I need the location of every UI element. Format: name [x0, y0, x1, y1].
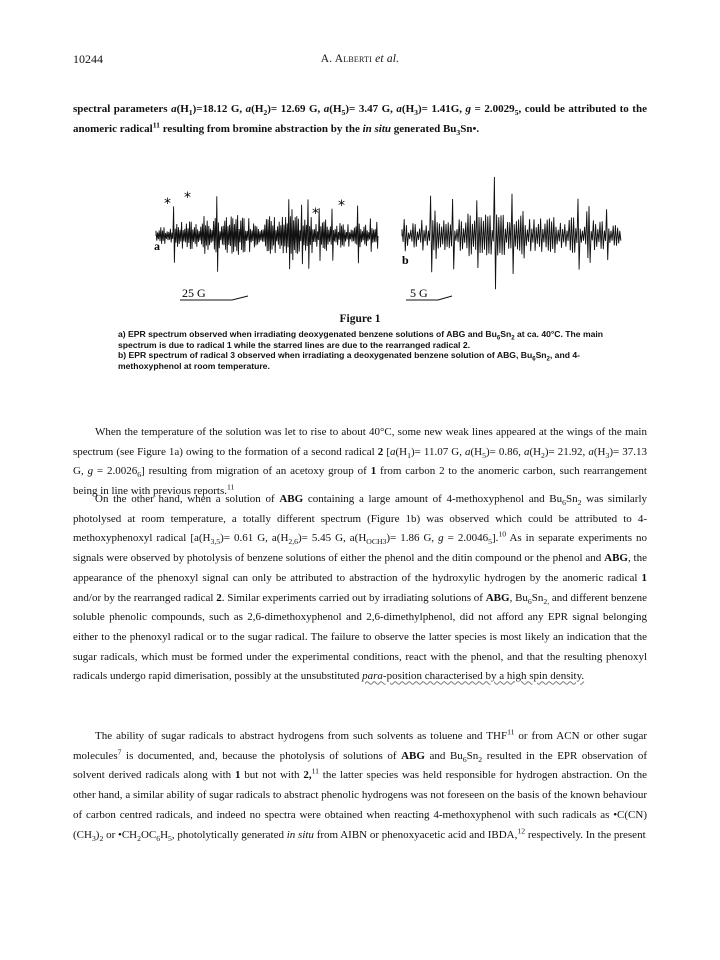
scale-bar-a-arrow	[232, 296, 248, 300]
scale-bar-b-label: 5 G	[410, 286, 428, 300]
page-number: 10244	[73, 52, 103, 66]
figure-caption	[118, 329, 610, 371]
scale-bar-a-label: 25 G	[182, 286, 206, 300]
caption-a: a) EPR spectrum observed when irradiating deoxygenated benzene solutions of ABG and $Bu_6Sn_2$ at ca. 40°C. The main spectrum is due to radical 1 while the starred lines are due to the rearranged radical 2.	[118, 329, 604, 350]
intro-paragraph: spectral parameters $a(H_1)=18.12$ G, $a(H_2)= 12.69$ G, $a(H_5)= 3.47$ G, $a(H_3)= 1.41G$, $g = 2.0029_5$, could be attributed to the anomeric radical$^{11}$ resulting from bromine abstraction by the in situ generated $Bu_3Sn•$.	[73, 103, 647, 137]
spectrum-b-trace	[402, 177, 621, 289]
spectrum-a-label: a	[154, 239, 160, 253]
body-paragraph-1: When the temperature of the solution was let to rise to about 40°C, some new weak lines appeared at the wings of the main spectrum (see Figure 1a) owing to the formation of a second radical 2 [$a(H_1)= 11.07$ G, $a(H_5)= 0.86$, $a(H_2)= 21.92$, $a(H_3)= 37.13$ G, $g = 2.0026_6$] resulting from migration of an acetoxy group of 1 from carbon 2 to the anomeric carbon, such rearrangement being in line with previous reports.$^{11}$	[73, 426, 647, 498]
star-marker: *	[164, 196, 171, 212]
figure-title: Figure 1	[339, 313, 381, 325]
body-paragraph-2: On the other hand, when a solution of ABG containing a large amount of 4-methoxyphenol and $Bu_6Sn_2$ was similarly photolysed at room temperature, a totally different spectrum (Figure 1b) was observed which could be attributed to 4-methoxyphenoxyl radical [$a(H_{3,5})= 0.61$ G, $a(H_{2,6})= 5.45$ G, $a(H_{OCH3})= 1.86$ G, $g = 2.0046_5].^{10}$ As in separate experiments no signals were observed by photolysis of benzene solutions of either the phenol and the ditin compound or the phenol and ABG, the appearance of the phenoxyl signal can only be attributed to abstraction of the hydroxylic hydrogen by the anomeric radical 1 and/or by the rearranged radical 2. Similar experiments carried out by irradiating solutions of ABG, $Bu_6Sn_{2,}$ and different benzene soluble phenolic compounds, such as 2,6-dimethoxyphenol and 2,6-dimethylphenol, did not afford any EPR signal belonging either to the phenoxyl radical or to the sugar radical. The failure to observe the latter species is most likely an indication that the sugar radicals, which must be formed under the experimental conditions, react with the phenol, and that the resulting phenoxyl radicals undergo rapid dimerisation, possibly at the unsubstituted para-position characterised by a high spin density.	[73, 493, 648, 683]
caption-b: b) EPR spectrum of radical 3 observed when irradiating a deoxygenated benzene solution of ABG, $Bu_6Sn_2$, and 4-methoxyphenol at room temperature.	[118, 350, 580, 371]
running-head: A. Alberti et al.	[320, 53, 400, 65]
star-marker: *	[338, 198, 345, 214]
star-marker: *	[184, 190, 191, 206]
star-marker: *	[312, 206, 319, 222]
epr-spectrum-b	[398, 168, 624, 310]
spectrum-b-label: b	[402, 253, 409, 267]
scale-bar-b-arrow	[438, 296, 452, 300]
epr-spectrum-a	[152, 168, 382, 310]
body-paragraph-3: The ability of sugar radicals to abstract hydrogens from such solvents as toluene and THF$^{11}$ or from ACN or other sugar molecules$^7$ is documented, and, because the photolysis of solutions of ABG and $Bu_6Sn_2$ resulted in the EPR observation of solvent derived radicals along with 1 but not with 2,11 the latter species was held responsible for hydrogen abstraction. On the other hand, a similar ability of sugar radicals to abstract phenolic hydrogens was not foreseen on the basis of the known behaviour of carbon centred radicals, and indeed no spectra were obtained when reacting 4-methoxyphenol with such radicals as $•C(CN)(CH_3)_2$ or $•CH_2OC_6H_5$, photolytically generated in situ from AIBN or phenoxyacetic acid and IBDA,$^{12}$ respectively. In the present	[73, 727, 647, 843]
